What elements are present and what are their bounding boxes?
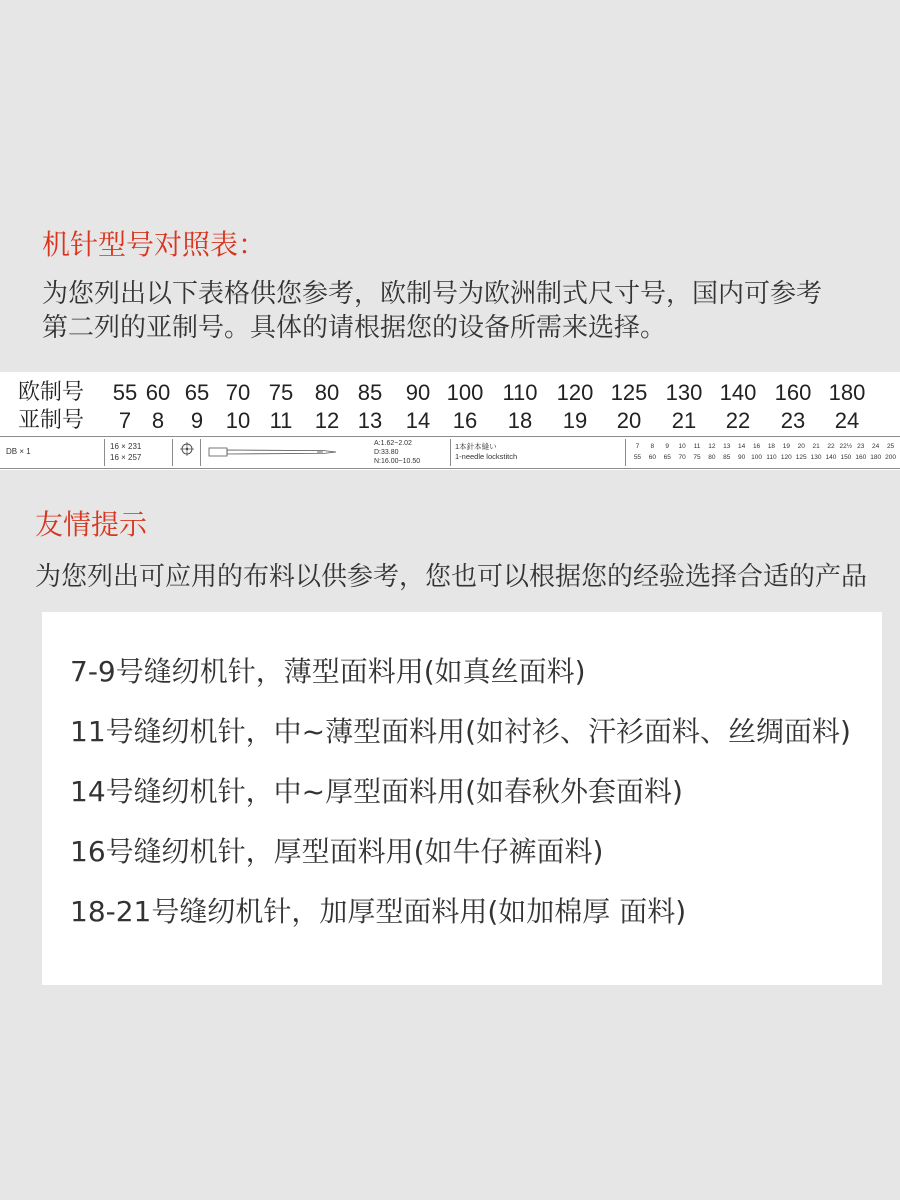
euro-size-value: 60 xyxy=(145,380,171,405)
asia-size-value: 18 xyxy=(507,408,533,433)
euro-size-value: 110 xyxy=(502,380,538,405)
mini-size-value: 10 xyxy=(678,443,686,450)
mini-size-value: 22 xyxy=(827,443,835,450)
euro-size-value: 80 xyxy=(314,380,340,405)
divider xyxy=(625,439,626,466)
euro-size-row xyxy=(0,379,900,407)
needle-dimensions xyxy=(374,439,420,466)
mini-size-value: 85 xyxy=(723,454,731,461)
mini-size-value: 12 xyxy=(708,443,716,450)
euro-size-value: 180 xyxy=(828,380,866,405)
stitch-type xyxy=(455,442,517,462)
asia-size-label: 亚制号 xyxy=(18,408,85,433)
mini-size-value: 65 xyxy=(663,454,671,461)
mini-size-value: 14 xyxy=(738,443,746,450)
euro-size-value: 120 xyxy=(556,380,594,405)
mini-size-value: 120 xyxy=(780,454,792,461)
fabric-tip-item: 11号缝纫机针，中~薄型面料用(如衬衫、汗衫面料、丝绸面料) xyxy=(70,715,851,748)
dimension-line: D:33.80 xyxy=(374,449,399,456)
asia-size-value: 11 xyxy=(269,408,293,433)
needle-model: DB × 1 xyxy=(6,447,31,456)
stitch-line-ja: 1本針本縫い xyxy=(455,442,497,451)
mini-size-value: 160 xyxy=(855,454,867,461)
asia-size-value: 22 xyxy=(725,408,751,433)
size-comparison-table xyxy=(0,372,900,470)
divider xyxy=(104,439,105,466)
mini-size-value: 75 xyxy=(693,454,701,461)
euro-size-value: 130 xyxy=(665,380,703,405)
mini-size-value: 90 xyxy=(738,454,746,461)
tips-title: 友情提示 xyxy=(35,508,148,541)
mini-size-value: 23 xyxy=(857,443,865,450)
euro-size-value: 100 xyxy=(446,380,484,405)
stitch-line-en: 1-needle lockstitch xyxy=(455,452,518,461)
fabric-tip-item: 16号缝纫机针，厚型面料用(如牛仔裤面料) xyxy=(70,835,604,868)
euro-size-label: 欧制号 xyxy=(18,380,85,405)
euro-size-value: 125 xyxy=(610,380,648,405)
mini-size-value: 25 xyxy=(886,443,895,450)
tips-subtitle: 为您列出可应用的布料以供参考，您也可以根据您的经验选择合适的产品 xyxy=(35,562,868,592)
needle-size-spec xyxy=(110,441,141,463)
mini-size-value: 180 xyxy=(870,454,882,461)
mini-size-value: 18 xyxy=(767,443,776,450)
asia-size-value: 19 xyxy=(562,408,588,433)
euro-size-value: 70 xyxy=(225,380,251,405)
mini-size-value: 60 xyxy=(648,454,656,461)
mini-size-value: 130 xyxy=(810,454,822,461)
size-spec-line: 16 × 231 xyxy=(110,442,142,451)
asia-size-value: 20 xyxy=(616,408,642,433)
needle-eye-symbol-icon xyxy=(178,441,196,459)
size-spec-line: 16 × 257 xyxy=(110,453,142,462)
mini-size-value: 70 xyxy=(678,454,686,461)
divider xyxy=(450,439,451,466)
euro-size-value: 55 xyxy=(112,380,138,405)
asia-size-value: 9 xyxy=(190,408,204,433)
euro-size-value: 160 xyxy=(774,380,812,405)
mini-asia-size-row xyxy=(630,442,898,451)
mini-size-value: 7 xyxy=(635,443,640,450)
asia-size-value: 12 xyxy=(314,408,340,433)
asia-size-row xyxy=(0,407,900,435)
euro-size-value: 75 xyxy=(268,380,294,405)
asia-size-value: 8 xyxy=(151,408,165,433)
fabric-tips-panel xyxy=(42,612,882,985)
asia-size-value: 21 xyxy=(671,408,697,433)
mini-size-value: 150 xyxy=(840,454,852,461)
dimension-line: N:16.00~10.50 xyxy=(374,458,421,465)
asia-size-value: 24 xyxy=(834,408,860,433)
asia-size-value: 23 xyxy=(780,408,806,433)
asia-size-value: 10 xyxy=(225,408,251,433)
mini-size-value: 13 xyxy=(723,443,731,450)
mini-size-value: 110 xyxy=(766,454,777,461)
mini-size-value: 11 xyxy=(693,443,701,450)
mini-size-value: 200 xyxy=(885,454,896,461)
mini-size-value: 22½ xyxy=(839,443,853,450)
mini-size-value: 55 xyxy=(633,454,642,461)
euro-size-value: 65 xyxy=(184,380,210,405)
size-chart-title: 机针型号对照表： xyxy=(42,228,267,261)
mini-size-value: 140 xyxy=(825,454,837,461)
divider xyxy=(172,439,173,466)
asia-size-value: 16 xyxy=(452,408,478,433)
intro-line: 为您列出以下表格供您参考，欧制号为欧洲制式尺寸号，国内可参考 xyxy=(42,279,823,309)
divider xyxy=(200,439,201,466)
needle-spec-strip xyxy=(0,436,900,469)
mini-size-value: 16 xyxy=(752,443,761,450)
mini-size-value: 24 xyxy=(872,443,880,450)
fabric-tip-item: 18-21号缝纫机针，加厚型面料用(如加棉厚 面料) xyxy=(70,895,687,928)
dimension-line: A:1.62~2.02 xyxy=(374,440,412,447)
mini-size-value: 20 xyxy=(797,443,805,450)
fabric-tip-item: 14号缝纫机针，中~厚型面料用(如春秋外套面料) xyxy=(70,775,683,808)
mini-size-value: 125 xyxy=(795,454,807,461)
mini-size-value: 100 xyxy=(751,454,762,461)
mini-euro-size-row xyxy=(630,453,898,462)
asia-size-value: 14 xyxy=(405,408,431,433)
size-chart-intro xyxy=(42,277,822,345)
mini-size-value: 21 xyxy=(812,443,820,450)
mini-size-value: 19 xyxy=(782,443,790,450)
mini-size-value: 9 xyxy=(665,443,670,450)
asia-size-value: 13 xyxy=(357,408,383,433)
mini-size-value: 8 xyxy=(650,443,655,450)
asia-size-value: 7 xyxy=(118,408,132,433)
intro-line: 第二列的亚制号。具体的请根据您的设备所需来选择。 xyxy=(42,313,667,343)
euro-size-value: 140 xyxy=(719,380,757,405)
fabric-tip-item: 7-9号缝纫机针，薄型面料用(如真丝面料) xyxy=(70,655,586,688)
euro-size-value: 85 xyxy=(357,380,383,405)
mini-size-value: 80 xyxy=(708,454,716,461)
euro-size-value: 90 xyxy=(405,380,431,405)
needle-drawing-icon xyxy=(208,445,338,459)
